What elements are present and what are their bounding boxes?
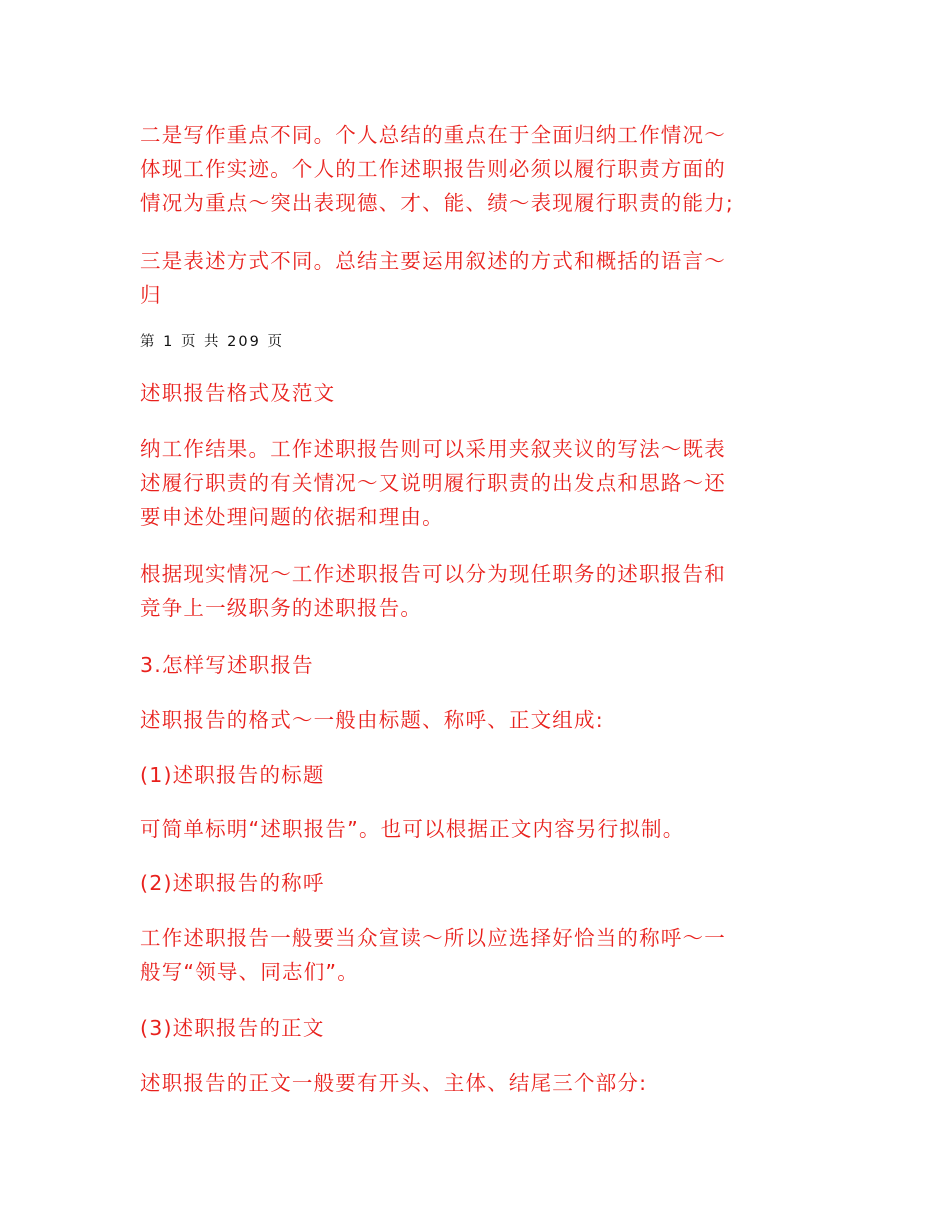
text-line: 二是写作重点不同。个人总结的重点在于全面归纳工作情况～ — [140, 123, 726, 147]
paragraph-differences-focus — [140, 118, 820, 220]
text-line: 根据现实情况～工作述职报告可以分为现任职务的述职报告和 — [140, 562, 726, 586]
paragraph-title-desc — [140, 812, 820, 846]
text-line: 述职报告的正文一般要有开头、主体、结尾三个部分: — [140, 1071, 648, 1095]
heading-how-to-write — [140, 648, 820, 682]
heading-salutation — [140, 866, 820, 900]
heading-body — [140, 1011, 820, 1045]
section-heading — [140, 376, 820, 410]
text-line: 归 — [140, 283, 162, 307]
text-line: 竞争上一级职务的述职报告。 — [140, 596, 423, 620]
text-line: 述职报告格式及范文 — [140, 381, 336, 405]
text-line: 情况为重点～突出表现德、才、能、绩～表现履行职责的能力; — [140, 191, 735, 215]
text-line: (1)述职报告的标题 — [140, 763, 325, 787]
text-line: 般写“领导、同志们”。 — [140, 960, 359, 984]
text-line: 纳工作结果。工作述职报告则可以采用夹叙夹议的写法～既表 — [140, 437, 726, 461]
paragraph-report-types — [140, 557, 820, 625]
text-line: 三是表述方式不同。总结主要运用叙述的方式和概括的语言～ — [140, 249, 726, 273]
text-line: (3)述职报告的正文 — [140, 1016, 325, 1040]
text-line: 可简单标明“述职报告”。也可以根据正文内容另行拟制。 — [140, 817, 685, 841]
paragraph-salutation-desc — [140, 921, 820, 989]
heading-title — [140, 758, 820, 792]
text-line: 3.怎样写述职报告 — [140, 653, 314, 677]
text-line: (2)述职报告的称呼 — [140, 871, 325, 895]
paragraph-body-desc — [140, 1066, 820, 1100]
paragraph-report-writing — [140, 432, 820, 534]
text-line: 工作述职报告一般要当众宣读～所以应选择好恰当的称呼～一 — [140, 926, 726, 950]
text-line: 述职报告的格式～一般由标题、称呼、正文组成: — [140, 708, 604, 732]
page-number-footer: 第 1 页 共 209 页 — [140, 334, 284, 350]
paragraph-differences-expression — [140, 244, 820, 312]
paragraph-format — [140, 703, 820, 737]
text-line: 要申述处理问题的依据和理由。 — [140, 505, 444, 529]
text-line: 体现工作实迹。个人的工作述职报告则必须以履行职责方面的 — [140, 157, 726, 181]
text-line: 述履行职责的有关情况～又说明履行职责的出发点和思路～还 — [140, 471, 726, 495]
